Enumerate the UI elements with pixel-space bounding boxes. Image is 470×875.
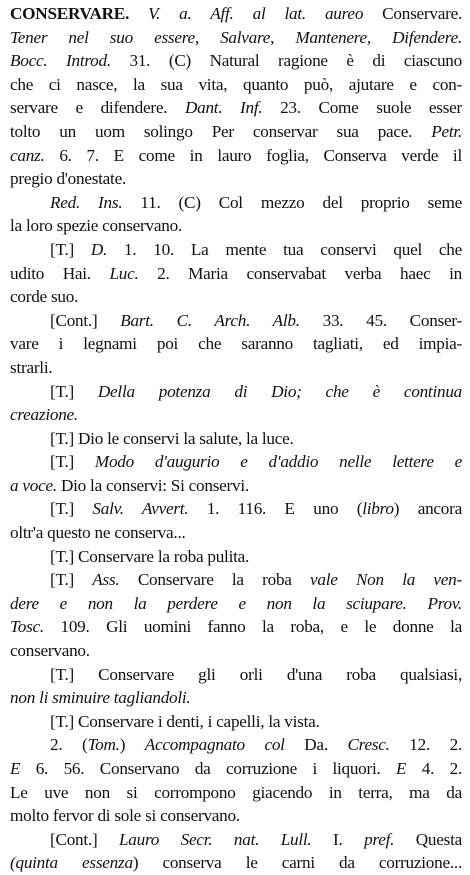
text-line [10,2,462,26]
text-run: [T.] Conservare i denti, i capelli, la vista. [50,711,320,731]
italic-text: Tosc. [10,617,44,637]
italic-text: V. a. Aff. al lat. aureo [148,4,364,23]
italic-text: D. [90,239,108,259]
italic-text: libro [362,499,394,519]
text-line [10,403,462,427]
text-run: 23. Come suole esser [262,98,462,118]
text-line [10,309,462,333]
italic-text: Ass. [92,570,120,590]
text-run: Conservare. [363,4,462,23]
italic-text: E [396,759,407,778]
text-run: 12. 2. [389,735,462,755]
text-line [10,781,462,805]
text-run [407,594,428,613]
text-run: [Cont.] [50,310,121,330]
text-line [10,710,462,734]
text-line [10,26,462,50]
italic-text: Cresc. [347,735,390,755]
text-line [10,427,462,451]
text-run: ) [119,735,145,755]
text-run: [T.] Dio le conservi la salute, la luce. [50,428,294,448]
text-line [10,380,462,404]
text-run: servare e difendere. [10,98,185,118]
text-run: ) conserva le carni da corruzione... [132,853,462,873]
text-run: 4. 2. [406,759,462,778]
text-run: che ci nasce, la sua vita, quanto può, ajutare e con- [10,74,462,94]
text-line [10,356,462,380]
text-run: [T.] Conservare la roba pulita. [50,546,250,566]
text-run: I. [311,829,365,849]
text-run: oltr'a questo ne conserva... [10,523,186,543]
italic-text: Accompagnato col [144,735,285,755]
headword: CONSERVARE. [10,4,130,23]
italic-text: canz. [10,145,45,165]
text-line [10,497,462,521]
italic-text: (quinta essenza [10,853,133,873]
text-run: la loro spezie conservano. [10,216,182,236]
italic-text: creazione. [10,405,78,425]
italic-text: Bocc. Introd. [10,51,111,71]
text-line [10,191,462,215]
text-line [10,120,462,144]
text-line [10,828,462,852]
text-line [10,639,462,663]
text-run: molto fervor di sole si conservano. [10,806,240,826]
text-line [10,851,462,875]
dictionary-entry-conservare [10,2,462,875]
italic-text: Luc. [109,263,139,283]
text-run: [Cont.] [50,829,119,849]
italic-text: E [10,759,21,778]
text-line [10,73,462,97]
text-run: udito Hai. [10,263,110,283]
italic-text: Tom. [87,735,120,755]
text-run: Da. [284,735,348,755]
text-run: ) ancora [393,499,462,519]
text-line [10,167,462,191]
text-line [10,96,462,120]
text-run: [T.] [50,239,91,259]
text-line [10,238,462,262]
text-line [10,450,462,474]
text-run: 2. ( [50,735,88,755]
text-run: 6. 7. E come in lauro foglia, Conserva verde il [44,145,462,165]
text-run: vare i legnami poi che saranno tagliati, ed impia- [10,334,462,354]
text-run: [T.] Conservare gli orli d'una roba qualsiasi, [50,664,462,684]
text-line [10,285,462,309]
italic-text: Lauro Secr. nat. Lull. [118,829,312,849]
text-line [10,757,462,781]
text-run: Le uve non si corrompono giacendo in terra, ma da [10,782,462,802]
text-line [10,474,462,498]
text-run: [T.] [50,452,95,472]
italic-text: vale Non la ven- [310,570,462,590]
italic-text: pref. [364,829,395,849]
text-line [10,568,462,592]
text-line [10,663,462,687]
italic-text: Salv. Avvert. [92,499,189,519]
text-run: corde suo. [10,287,79,307]
text-line [10,214,462,238]
text-run: pregio d'onestate. [10,169,127,189]
text-run: strarli. [10,357,53,377]
italic-text: dere e non la perdere e non la sciupare. [10,593,407,613]
italic-text: Della potenza di Dio; che è continua [97,381,462,401]
italic-text: Prov. [427,593,462,613]
text-run: 109. Gli uomini fanno la roba, e le donne la [43,617,462,637]
italic-text: non li sminuire tagliandoli. [10,688,191,708]
text-run: Questa [394,829,462,849]
italic-text: Petr. [431,121,462,141]
text-line [10,615,462,639]
text-run: [T.] [50,499,93,519]
text-line [10,144,462,168]
text-line [10,332,462,356]
text-run: Dio la conservi: Si conservi. [56,475,249,495]
italic-text: Red. Ins. [50,192,123,212]
text-line [10,804,462,828]
text-line [10,733,462,757]
text-run: 2. Maria conservabat verba haec in [138,263,462,283]
text-run: Conservare la roba [119,570,311,590]
text-run [129,4,148,23]
italic-text: Modo d'augurio e d'addio nelle lettere e [94,452,462,472]
italic-text: Tener nel suo essere, Salvare, Mantenere, Difendere. [10,27,462,47]
text-line [10,592,462,616]
text-run: 1. 10. La mente tua conservi quel che [107,239,462,259]
text-run: 33. 45. Conser- [299,310,462,330]
text-line [10,49,462,73]
text-run: 31. (C) Natural ragione è di ciascuno [110,51,462,71]
text-run: 11. (C) Col mezzo del proprio seme [122,192,462,212]
italic-text: Dant. Inf. [184,98,263,118]
italic-text: a voce. [10,475,57,495]
text-run: [T.] [50,381,98,401]
text-line [10,686,462,710]
text-line [10,545,462,569]
text-run: [T.] [50,570,93,590]
text-run: tolto un uom solingo Per conservar sua pace. [10,121,432,141]
italic-text: Bart. C. Arch. Alb. [120,310,300,330]
text-run: 6. 56. Conservano da corruzione i liquori. [20,759,397,778]
text-line [10,521,462,545]
text-run: 1. 116. E uno ( [188,499,363,519]
text-run: conservano. [10,641,90,661]
text-line [10,262,462,286]
